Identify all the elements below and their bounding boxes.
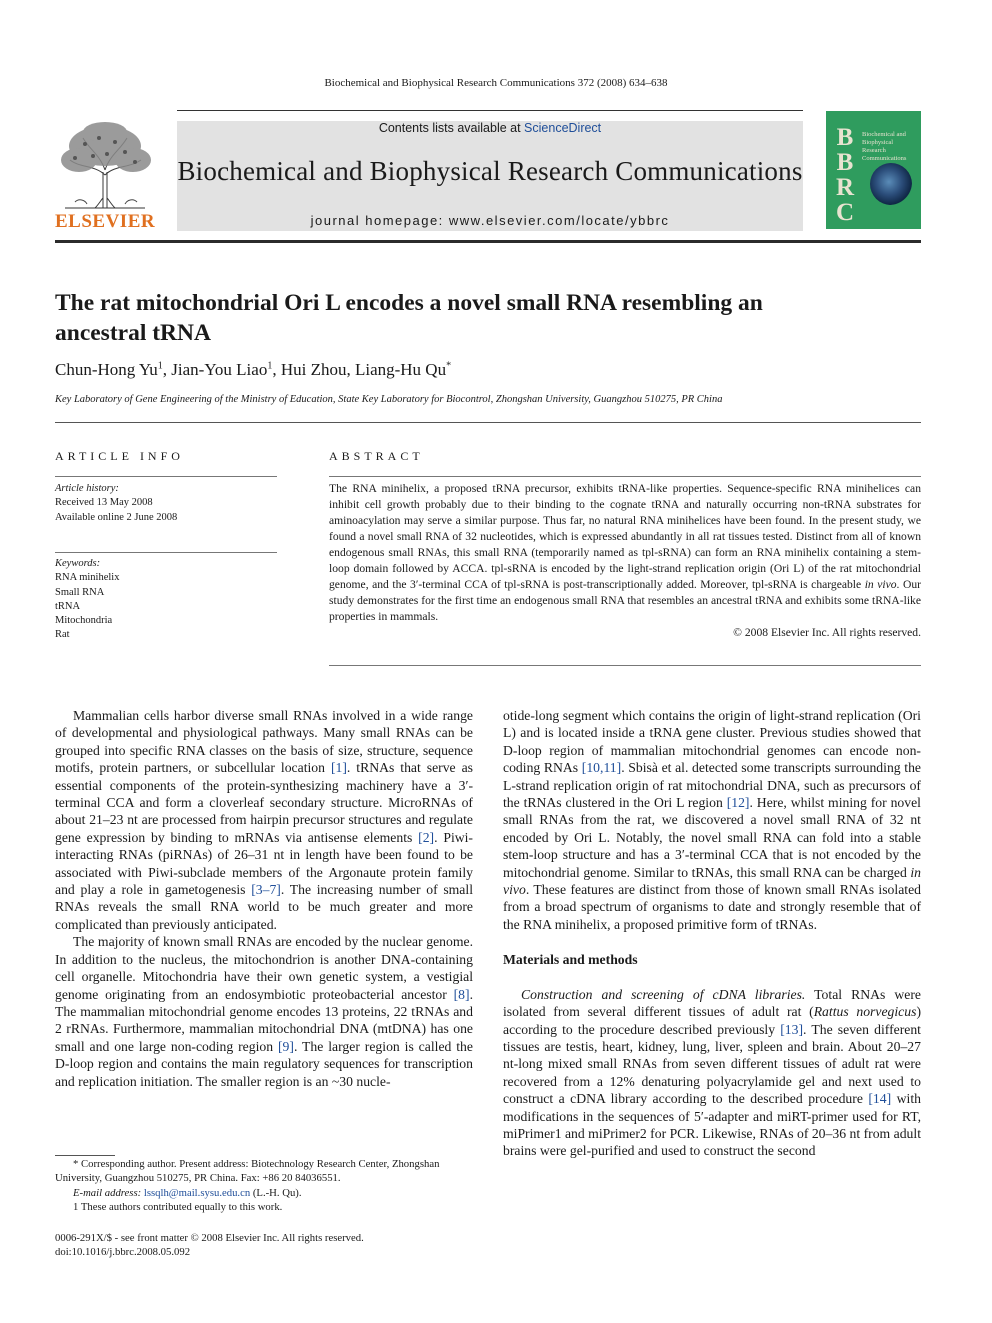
reference-link[interactable]: [3–7] <box>251 882 281 898</box>
journal-homepage[interactable]: journal homepage: www.elsevier.com/locate/ybbrc <box>310 213 670 228</box>
journal-title: Biochemical and Biophysical Research Communications <box>177 156 803 186</box>
abstract-heading: ABSTRACT <box>329 449 424 463</box>
reference-link[interactable]: [14] <box>868 1091 892 1107</box>
divider <box>55 476 277 477</box>
footnote-rule <box>55 1155 115 1156</box>
section-heading: Materials and methods <box>503 952 638 968</box>
corresponding-author-note: * Corresponding author. Present address: Biotechnology Research Center, Zhongshan University, Guangzhou 510275, PR China. Fax: +86 20 84036551. <box>55 1158 440 1185</box>
publisher-name: ELSEVIER <box>55 211 156 232</box>
article-title: The rat mitochondrial Ori L encodes a novel small RNA resembling an ancestral tRNA <box>55 290 763 346</box>
author-mark: 1 <box>157 360 163 372</box>
author-name[interactable]: Liang-Hu Qu <box>354 360 447 379</box>
cover-image <box>870 163 912 205</box>
abstract-paragraph: The RNA minihelix, a proposed tRNA precursor, exhibits tRNA-like properties. Sequence-specific RNA minihelices can inhibit cell growth probably due to their binding to the cognate tRNA and naturally occurring non-tRNA substrates for aminoacylation may serve a similar purpose. Thus far, no natural RNA minihelices have been found. In the present study, we found a novel small RNA of 32 nucleotides, which is expressed abundantly in all rat tissues tested. Distinct from all of known endogenous small RNAs, this small RNA (temporarily named as tpl-sRNA) can form an RNA minihelix containing a stem-loop domain followed by ACCA. tpl-sRNA is encoded by the light-strand replication origin (Ori L) of the rat mitochondrial genome, and the 3′-terminal CCA of tpl-sRNA is post-transcriptionally added. Moreover, tpl-sRNA is chargeable in vivo. Our study demonstrates for the first time an endogenous small RNA that resembles an ancestral tRNA and exhibits some tRNA-like properties in mammals. <box>329 482 921 623</box>
author-name[interactable]: Jian-You Liao <box>171 360 268 379</box>
keyword: tRNA <box>55 600 81 612</box>
divider <box>55 552 277 553</box>
reference-link[interactable]: [8] <box>453 986 470 1002</box>
footnotes <box>55 1157 473 1215</box>
front-matter <box>55 1231 364 1260</box>
reference-link[interactable]: [2] <box>418 829 435 845</box>
running-citation: Biochemical and Biophysical Research Communications 372 (2008) 634–638 <box>324 77 668 89</box>
received-date: Received 13 May 2008 <box>55 497 153 509</box>
reference-link[interactable]: [1] <box>330 760 347 776</box>
author-mark: * <box>446 360 452 372</box>
email-note: E-mail address: lssqlh@mail.sysu.edu.cn (L.-H. Qu). <box>73 1186 302 1199</box>
contents-prefix: Contents lists available at <box>378 121 525 135</box>
body-column-left <box>55 707 473 1090</box>
header-bottom-rule <box>55 240 921 243</box>
copyright: © 2008 Elsevier Inc. All rights reserved. <box>733 626 921 639</box>
keyword: RNA minihelix <box>55 572 120 584</box>
doi-line[interactable]: doi:10.1016/j.bbrc.2008.05.092 <box>55 1246 191 1259</box>
reference-link[interactable]: [9] <box>278 1038 294 1054</box>
author-list: Chun-Hong Yu$^1$, Jian-You Liao$^1$, Hui Zhou, Liang-Hu Qu* <box>55 360 452 379</box>
contents-line <box>177 121 803 135</box>
reference-link[interactable]: [10,11] <box>581 760 622 776</box>
reference-link[interactable]: [12] <box>726 795 750 811</box>
keyword: Mitochondria <box>55 615 113 627</box>
author-name[interactable]: Hui Zhou <box>280 360 347 379</box>
affiliation-rule <box>55 422 921 423</box>
issn-line: 0006-291X/$ - see front matter © 2008 Elsevier Inc. All rights reserved. <box>55 1232 364 1244</box>
body-paragraph: Construction and screening of cDNA libraries. Total RNAs were isolated from several different tissues of adult rat (Rattus norvegicus) according to the procedure described previously [13]. The seven different tissues are testis, heart, kidney, lung, liver, spleen and brain. About 20–27 nt-long mixed small RNAs from seven different tissues of adult rat were recovered from a 12% denaturing polyacrylamide gel and next used to construct a cDNA library according to the described procedure [14] with modifications in the sequences of 5′-adapter and miRT-primer used for RT, miPrimer1 and miPrimer2 for PCR. Likewise, RNAs of 20–36 nt from adult brains were gel-purified and used to construct the second <box>503 986 921 1159</box>
keyword: Small RNA <box>55 586 105 598</box>
article-info-heading: ARTICLE INFO <box>55 449 184 463</box>
divider <box>329 665 921 666</box>
abstract-body <box>329 481 921 641</box>
divider <box>329 476 921 477</box>
body-column-right <box>503 707 921 1160</box>
keywords-heading: Keywords: <box>55 558 101 569</box>
affiliation: Key Laboratory of Gene Engineering of the Ministry of Education, State Key Laboratory for Biocontrol, Zhongshan University, Guangzhou 510275, PR China <box>55 394 723 405</box>
cover-acronym: B B R C <box>835 124 855 226</box>
article-history <box>55 482 277 525</box>
author-mark: 1 <box>267 360 273 372</box>
body-paragraph: The majority of known small RNAs are encoded by the nuclear genome. In addition to the nucleus, the mitochondrion is another DNA-containing cell organelle. Mitochondria have their own genetic system, a vestigial genome originating from an endosymbiotic proteobacterial ancestor [8]. The mammalian mitochondrial genome encodes 13 proteins, 22 tRNAs and 2 rRNAs. Furthermore, mammalian mitochondrial DNA (mtDNA) has one small and one large non-coding region [9]. The larger region is called the D-loop region and contains the main regulatory sequences for transcription and replication initiation. The smaller region is an ~30 nucle- <box>55 934 473 1089</box>
email-link[interactable]: lssqlh@mail.sysu.edu.cn <box>143 1186 251 1199</box>
journal-cover-thumbnail <box>826 111 921 229</box>
cover-title: Biochemical and Biophysical Research Communications <box>862 131 907 162</box>
keyword: Rat <box>55 629 70 641</box>
sciencedirect-link[interactable]: ScienceDirect <box>524 121 602 135</box>
tree-icon <box>55 120 155 210</box>
body-paragraph: Mammalian cells harbor diverse small RNAs involved in a wide range of developmental and physiological pathways. Many small RNAs can be grouped into specific RNA classes on the basis of size, structure, sequence motifs, protein partners, or subcellular location [1]. tRNAs that serve as essential components of the protein-synthesizing machinery have a 3′-terminal CCA and form a cloverleaf secondary structure. MicroRNAs of about 21–23 nt are processed from hairpin precursor structures and regulate gene expression by binding to mRNAs via antisense elements [2]. Piwi-interacting RNAs (piRNAs) of 26–31 nt in length have been found to be associated with Piwi-subclade members of the Argonaute protein family and play a role in gametogenesis [3–7]. The increasing number of small RNAs reveals the small RNA world to be much greater and more complicated than previously anticipated. <box>55 708 473 932</box>
body-paragraph: otide-long segment which contains the origin of light-strand replication (Ori L) and is located inside a tRNA gene cluster. Previous studies showed that D-loop region of mammalian mitochondrial genomes can encode non-coding RNAs [10,11]. Sbisà et al. detected some transcripts surrounding the L-strand replication origin of rat mitochondrial DNA, such as precursors of the tRNAs clustered in the Ori L region [12]. Here, whilst mining for novel small RNAs from the rat, we discovered a novel small RNA of 32 nt encoded by Ori L. Notably, the novel small RNA can fold into a stable stem-loop structure and has a 3′-terminal CCA that is not encoded by the mitochondrial genome. Similar to tRNAs, this small RNA can be charged in vivo. These features are distinct from those of known small RNAs isolated from a broad spectrum of organisms to date and strongly resemble that of the RNA minihelix, a proposed primitive form of tRNAs. <box>503 708 921 932</box>
header-top-rule <box>177 110 803 111</box>
reference-link[interactable]: [13] <box>780 1021 804 1037</box>
author-name[interactable]: Chun-Hong Yu <box>55 360 158 379</box>
history-heading: Article history: <box>55 483 119 494</box>
equal-contribution-note: 1 These authors contributed equally to this work. <box>73 1201 283 1214</box>
online-date: Available online 2 June 2008 <box>55 511 178 523</box>
keywords <box>55 557 277 643</box>
